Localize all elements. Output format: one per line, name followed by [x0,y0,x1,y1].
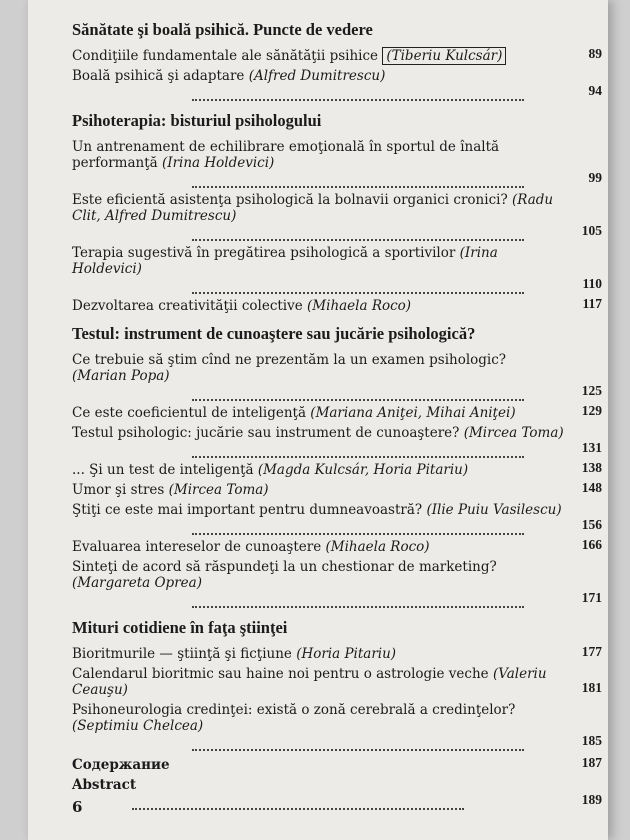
dot-leader [192,385,524,401]
toc-entry[interactable] [72,666,602,698]
entry-author: (Margareta Oprea) [72,575,202,591]
toc-entry[interactable] [72,245,602,294]
entry-page: 148 [581,480,602,495]
entry-page: 117 [582,296,602,311]
dot-leader [192,85,524,101]
entry-page: 189 [581,792,602,807]
entry-title: Condiţiile fundamentale ale sănătăţii psihice [72,48,379,64]
toc-entry[interactable] [72,68,602,101]
entry-page: 181 [581,680,602,695]
entry-page: 125 [581,383,602,398]
entry-page: 105 [581,223,602,238]
entry-page: 89 [588,46,602,61]
toc-entry[interactable] [72,646,602,662]
entry-title: Testul psihologic: jucărie sau instrument de cunoaştere? [72,425,460,441]
table-of-contents [72,18,602,814]
entry-page: 171 [581,590,602,605]
entry-title: Un antrenament de echilibrare emoţională în sportul de înaltă performanţă [72,139,500,171]
entry-title: Umor şi stres [72,482,165,498]
entry-title: Ce trebuie să ştim cînd ne prezentăm la un examen psihologic? [72,352,507,368]
entry-page: 185 [581,733,602,748]
book-page [28,0,608,840]
entry-page: 156 [581,517,602,532]
entry-title: Ce este coeficientul de inteligenţă [72,405,306,421]
entry-title: Ştiţi ce este mai important pentru dumneavoastră? [72,502,423,518]
section-heading: Mituri cotidiene în faţa ştiinţei [72,618,288,637]
entry-title: Psihoneurologia credinţei: există o zonă cerebrală a credinţelor? [72,702,516,718]
toc-entry[interactable] [72,425,602,458]
entry-page: 187 [581,755,602,770]
entry-author: (Magda Kulcsár, Horia Pitariu) [257,462,469,478]
entry-page: 166 [581,537,602,552]
entry-title: Este eficientă asistenţa psihologică la bolnavii organici cronici? [72,192,508,208]
entry-author: (Septimiu Chelcea) [72,718,204,734]
toc-entry[interactable] [72,298,602,314]
entry-page: 99 [588,170,602,185]
dot-leader [192,735,524,751]
entry-author: (Horia Pitariu) [296,646,397,662]
entry-page: 138 [581,460,602,475]
dot-leader [192,172,524,188]
entry-title: Terapia sugestivă în pregătirea psihologică a sportivilor [72,245,456,261]
dot-leader [192,225,524,241]
toc-entry[interactable] [72,539,602,555]
dot-leader [132,794,464,810]
toc-entry[interactable] [72,559,602,608]
entry-title: Bioritmurile — ştiinţă şi ficţiune [72,646,292,662]
entry-page: 129 [581,403,602,418]
toc-entry[interactable] [72,139,602,188]
entry-author: (Tiberiu Kulcsár) [382,47,506,65]
toc-entry[interactable] [72,462,602,478]
entry-author: (Irina Holdevici) [72,245,498,277]
dot-leader [192,519,524,535]
entry-title: Dezvoltarea creativităţii colective [72,298,303,314]
entry-page: 177 [581,644,602,659]
entry-author: (Mihaela Roco) [325,539,430,555]
entry-page: 94 [588,83,602,98]
toc-entry[interactable] [72,502,602,535]
toc-entry[interactable] [72,702,602,751]
entry-title: Содержание [72,757,170,773]
entry-author: (Marian Popa) [72,368,170,384]
entry-title: Boală psihică şi adaptare [72,68,245,84]
toc-entry[interactable] [72,192,602,241]
entry-author: (Valeriu Ceauşu) [72,666,547,698]
entry-author: (Mariana Aniţei, Mihai Aniţei) [310,405,516,421]
entry-author: (Alfred Dumitrescu) [248,68,386,84]
dot-leader [192,278,524,294]
entry-author: (Mihaela Roco) [307,298,412,314]
toc-entry[interactable] [72,777,602,810]
toc-entry[interactable] [72,352,602,401]
section-heading: Testul: instrument de cunoaştere sau jucărie psihologică? [72,324,476,343]
entry-author: (Mircea Toma) [463,425,564,441]
toc-entry[interactable] [72,757,602,773]
entry-author: (Mircea Toma) [168,482,269,498]
entry-title: Abstract [72,777,137,793]
entry-author: (Ilie Puiu Vasilescu) [426,502,562,518]
entry-author: (Irina Holdevici) [161,155,275,171]
dot-leader [192,442,524,458]
entry-page: 110 [582,276,602,291]
toc-entry[interactable] [72,405,602,421]
section-heading: Sănătate şi boală psihică. Puncte de vedere [72,20,373,39]
toc-entry[interactable] [72,482,602,498]
dot-leader [192,592,524,608]
entry-author: (Radu Clit, Alfred Dumitrescu) [72,192,554,224]
entry-title: ... Şi un test de inteligenţă [72,462,254,478]
entry-title: Calendarul bioritmic sau haine noi pentru o astrologie veche [72,666,489,682]
entry-page: 131 [581,440,602,455]
entry-title: Evaluarea intereselor de cunoaştere [72,539,322,555]
page-number: 6 [72,798,83,816]
toc-entry[interactable] [72,48,602,64]
section-heading: Psihoterapia: bisturiul psihologului [72,111,322,130]
entry-title: Sinteţi de acord să răspundeţi la un chestionar de marketing? [72,559,497,575]
